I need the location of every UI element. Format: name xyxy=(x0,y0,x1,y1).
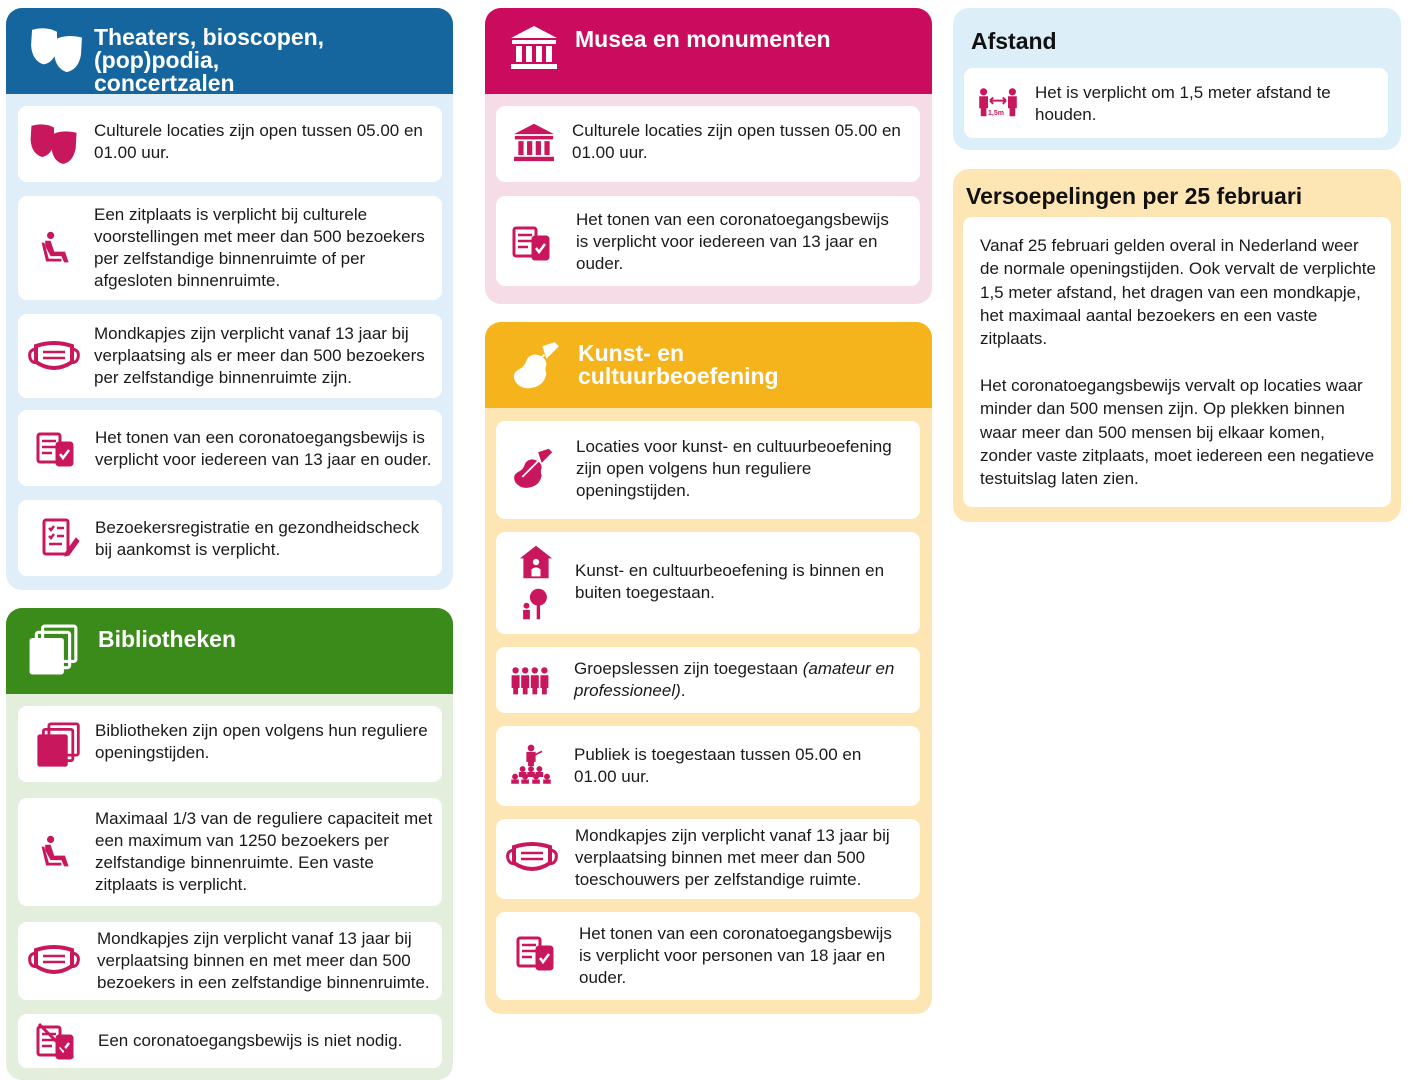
versoepelingen-paragraph-1: Vanaf 25 februari gelden overal in Nederland weer de normale openingstijden. Ook vervalt de verplichte 1,5 meter afstand, het dragen van een mondkapje, het maximaal aantal bezoekers en een vaste zitplaats. xyxy=(980,236,1376,349)
list-item: Een coronatoegangsbewijs is niet nodig. xyxy=(18,1014,442,1068)
versoepelingen-panel xyxy=(953,169,1401,522)
registration-form-icon xyxy=(40,518,80,558)
versoepelingen-paragraph-2: Het coronatoegangsbewijs vervalt op locaties waar minder dan 500 mensen zijn. Op plekken binnen waar meer dan 500 mensen bij elkaar komen, zonder vaste zitplaats, moet iedereen een negatieve testuitslag laten zien. xyxy=(980,376,1375,489)
list-item: Culturele locaties zijn open tussen 05.00 en 01.00 uur. xyxy=(496,106,920,182)
corona-pass-icon xyxy=(36,428,76,468)
list-item xyxy=(496,647,920,713)
corona-pass-icon xyxy=(516,932,556,972)
kunst-panel xyxy=(485,322,932,1014)
afstand-panel xyxy=(953,8,1401,150)
versoepelingen-title: Versoepelingen per 25 februari xyxy=(966,183,1303,209)
musea-title: Musea en monumenten xyxy=(575,26,831,52)
distance-icon: 1,5m xyxy=(978,85,1018,121)
list-item: Bezoekersregistratie en gezondheidscheck bij aankomst is verplicht. xyxy=(18,500,442,576)
list-item: Maximaal 1/3 van de reguliere capaciteit met een maximum van 1250 bezoekers per zelfstandige binnenruimte. Een vaste zitplaats is verplicht. xyxy=(18,798,442,906)
books-icon xyxy=(28,624,80,676)
theater-masks-icon xyxy=(28,122,80,166)
list-item: Publiek is toegestaan tussen 05.00 en 01.00 uur. xyxy=(496,726,920,806)
list-item: Mondkapjes zijn verplicht vanaf 13 jaar bij verplaatsing als er meer dan 500 bezoekers per zelfstandige binnenruimte zijn. xyxy=(18,314,442,398)
list-item: Bibliotheken zijn open volgens hun reguliere openingstijden. xyxy=(18,706,442,782)
bibliotheken-title: Bibliotheken xyxy=(98,626,237,652)
theaters-header xyxy=(6,8,453,94)
face-mask-icon xyxy=(26,944,82,978)
seat-icon xyxy=(38,230,74,266)
list-item: Kunst- en cultuurbeoefening is binnen en buiten toegestaan. xyxy=(496,532,920,634)
list-item: Een zitplaats is verplicht bij culturele voorstellingen met meer dan 500 bezoekers per zelfstandige binnenruimte of per afgesloten binnenruimte. xyxy=(18,196,442,300)
list-item: Het tonen van een coronatoegangsbewijs is verplicht voor iedereen van 13 jaar en ouder. xyxy=(18,410,442,486)
corona-pass-icon xyxy=(512,222,552,262)
violin-icon xyxy=(510,447,554,491)
kunst-title: Kunst- en cultuurbeoefening xyxy=(578,340,779,389)
museum-icon xyxy=(512,122,556,162)
theaters-panel xyxy=(6,8,453,590)
indoor-outdoor-icon xyxy=(518,544,554,624)
no-corona-pass-icon xyxy=(36,1021,76,1061)
musea-header xyxy=(485,8,932,94)
kunst-header xyxy=(485,322,932,408)
group-lessons-text: Groepslessen zijn toegestaan (amateur en professioneel). xyxy=(574,659,895,700)
list-item: 1,5m Het is verplicht om 1,5 meter afstand te houden. xyxy=(964,68,1388,138)
bibliotheken-header xyxy=(6,608,453,694)
audience-icon xyxy=(510,744,552,784)
list-item: Mondkapjes zijn verplicht vanaf 13 jaar bij verplaatsing binnen en met meer dan 500 bezoekers in een zelfstandige binnenruimte. xyxy=(18,922,442,1000)
list-item: Locaties voor kunst- en cultuurbeoefening zijn open volgens hun reguliere openingstijden. xyxy=(496,421,920,519)
violin-icon xyxy=(509,340,561,392)
museum-icon xyxy=(509,24,559,70)
list-item: Mondkapjes zijn verplicht vanaf 13 jaar bij verplaatsing binnen met meer dan 500 toeschouwers per zelfstandige ruimte. xyxy=(496,819,920,899)
group-icon xyxy=(510,663,550,697)
theaters-title: Theaters, bioscopen, (pop)podia, concertzalen xyxy=(94,24,325,96)
theater-masks-icon xyxy=(28,26,86,74)
afstand-title: Afstand xyxy=(971,28,1057,54)
musea-panel xyxy=(485,8,932,304)
books-icon xyxy=(36,722,82,768)
seat-icon xyxy=(38,834,74,870)
face-mask-icon xyxy=(504,841,560,875)
versoepelingen-text-card xyxy=(963,217,1391,507)
bibliotheken-panel xyxy=(6,608,453,1080)
list-item: Het tonen van een coronatoegangsbewijs is verplicht voor personen van 18 jaar en ouder. xyxy=(496,912,920,1000)
face-mask-icon xyxy=(26,340,82,374)
list-item: Culturele locaties zijn open tussen 05.00 en 01.00 uur. xyxy=(18,106,442,182)
list-item: Het tonen van een coronatoegangsbewijs is verplicht voor iedereen van 13 jaar en ouder. xyxy=(496,196,920,286)
